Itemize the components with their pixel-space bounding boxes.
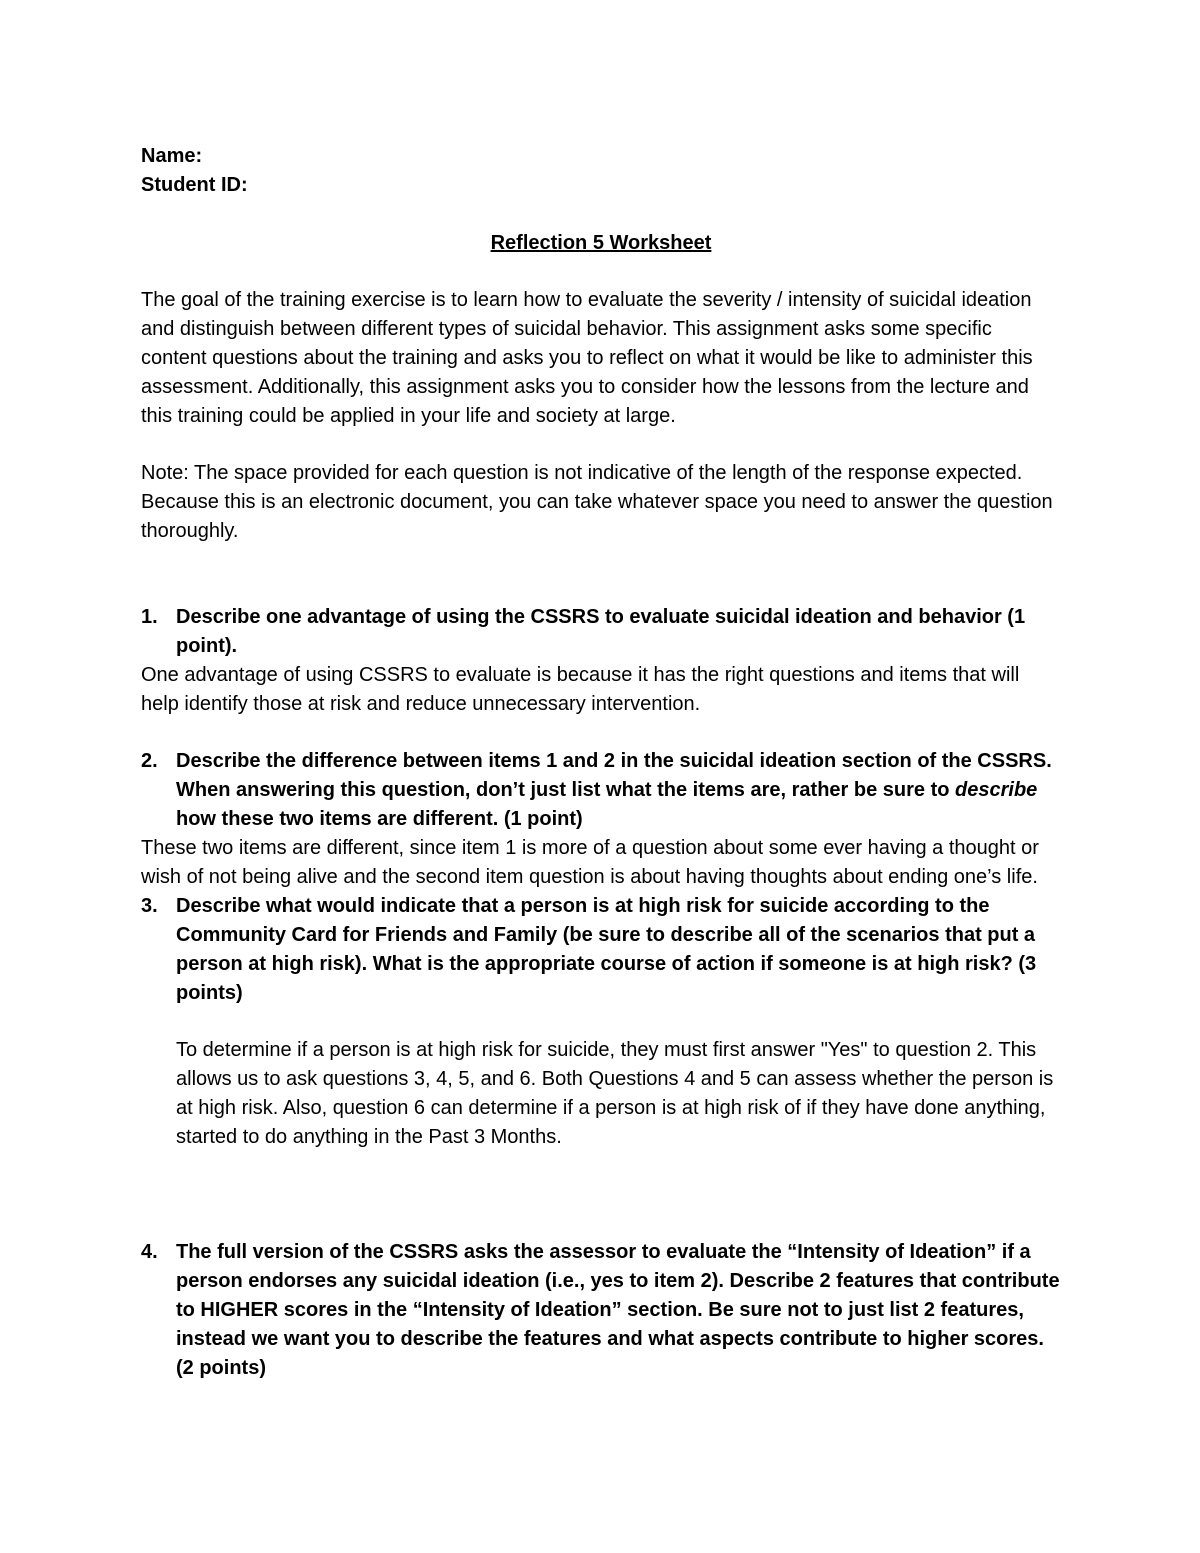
- question-number: 3.: [141, 895, 158, 917]
- question-1: [141, 603, 1061, 719]
- question-text: Describe what would indicate that a person is at high risk for suicide according to the Community Card for Friends and Family (be sure to describe all of the scenarios that put a person at high risk). What is the appropriate course of action if someone is at high risk? (3 points): [176, 895, 1037, 1004]
- question-text: Describe the difference between items 1 and 2 in the suicidal ideation section of the CSSRS. When answering this question, don’t just list what the items are, rather be sure to describe how these two items are different. (1 point): [176, 750, 1052, 830]
- question-number: 4.: [141, 1241, 158, 1263]
- answer-text: These two items are different, since item 1 is more of a question about some ever having a thought or wish of not being alive and the second item question is about having thoughts about ending one’s life.: [141, 837, 1039, 888]
- name-label: Name:: [141, 145, 203, 167]
- question-text: Describe one advantage of using the CSSRS to evaluate suicidal ideation and behavior (1 point).: [176, 606, 1026, 657]
- document-page: [141, 142, 1061, 1383]
- question-2: [141, 747, 1061, 892]
- question-number: 2.: [141, 750, 158, 772]
- emphasis-text: describe: [955, 779, 1038, 801]
- answer-text: To determine if a person is at high risk for suicide, they must first answer "Yes" to question 2. This allows us to ask questions 3, 4, 5, and 6. Both Questions 4 and 5 can assess whether the person is at high risk. Also, question 6 can determine if a person is at high risk of if they have done anything, started to do anything in the Past 3 Months.: [176, 1039, 1054, 1148]
- question-4: [141, 1238, 1061, 1383]
- question-3: [141, 892, 1061, 1152]
- worksheet-title: Reflection 5 Worksheet: [490, 232, 712, 254]
- student-id-label: Student ID:: [141, 174, 248, 196]
- intro-paragraph: The goal of the training exercise is to learn how to evaluate the severity / intensity of suicidal ideation and distinguish between different types of suicidal behavior. This assignment asks some specific content questions about the training and asks you to reflect on what it would be like to administer this assessment. Additionally, this assignment asks you to consider how the lessons from the lecture and this training could be applied in your life and society at large.: [141, 289, 1033, 427]
- question-number: 1.: [141, 606, 158, 628]
- question-text: The full version of the CSSRS asks the assessor to evaluate the “Intensity of Ideation” if a person endorses any suicidal ideation (i.e., yes to item 2). Describe 2 features that contribute to HIGHER scores in the “Intensity of Ideation” section. Be sure not to just list 2 features, instead we want you to describe the features and what aspects contribute to higher scores. (2 points): [176, 1241, 1060, 1379]
- note-paragraph: Note: The space provided for each question is not indicative of the length of the response expected. Because this is an electronic document, you can take whatever space you need to answer the question thoroughly.: [141, 462, 1053, 542]
- answer-text: One advantage of using CSSRS to evaluate is because it has the right questions and items that will help identify those at risk and reduce unnecessary intervention.: [141, 664, 1020, 715]
